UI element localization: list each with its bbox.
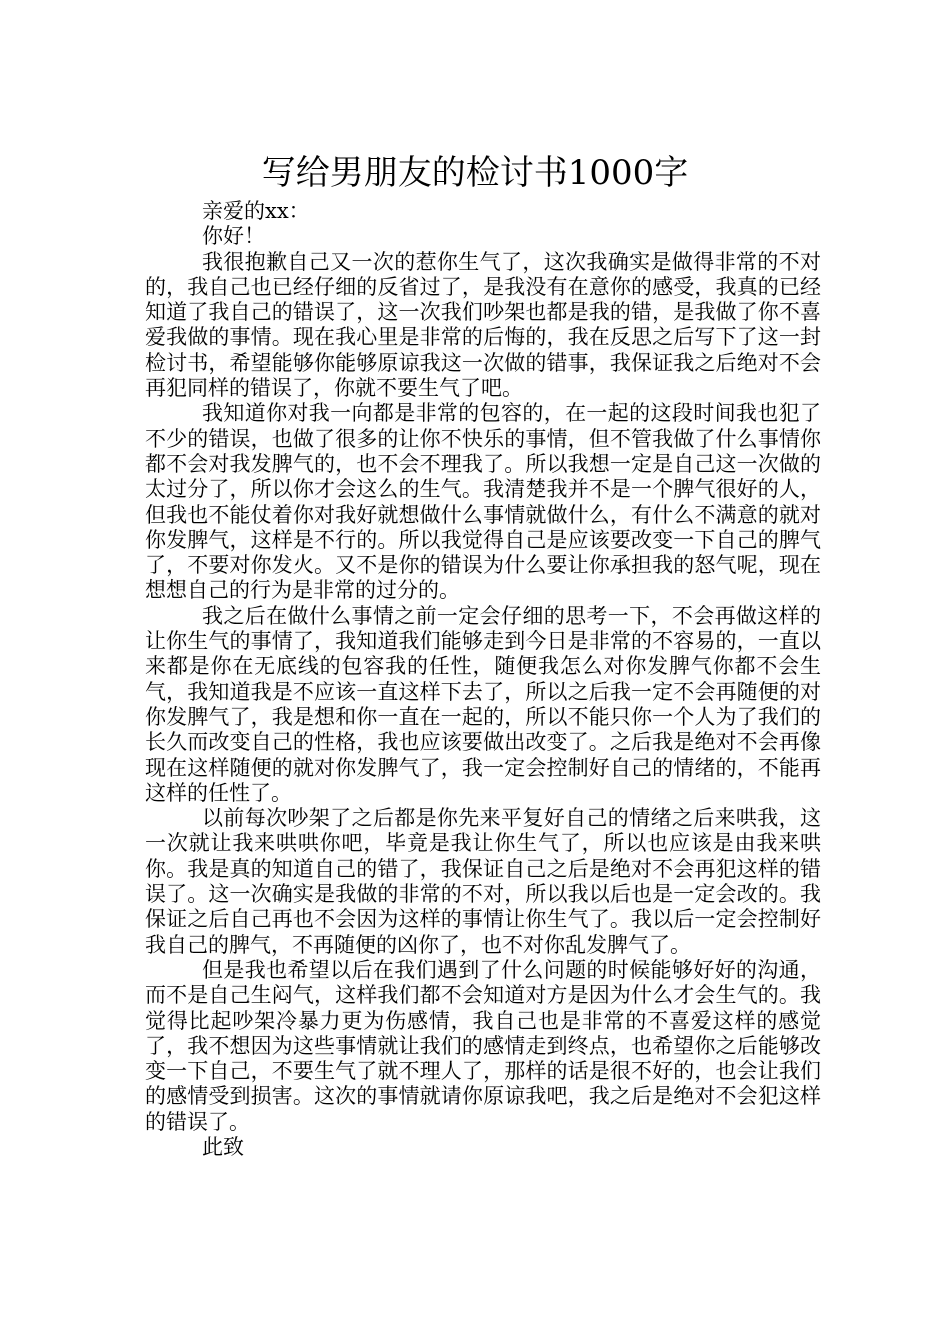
document-title: 写给男朋友的检讨书1000字 <box>261 152 689 193</box>
body-paragraph-4: 以前每次吵架了之后都是你先来平复好自己的情绪之后来哄我，这一次就让我来哄哄你吧，毕竟是我让你生气了，所以也应该是由我来哄你。我是真的知道自己的错了，我保证自己之后是绝对不会再犯这样的错误了。这一次确实是我做的非常的不对，所以我以后也是一定会改的。我保证之后自己再也不会因为这样的事情让你生气了。我以后一定会控制好我自己的脾气，不再随便的凶你了，也不对你乱发脾气了。 <box>145 806 821 957</box>
body-paragraph-3: 我之后在做什么事情之前一定会仔细的思考一下，不会再做这样的让你生气的事情了，我知道我们能够走到今日是非常的不容易的，一直以来都是你在无底线的包容我的任性，随便我怎么对你发脾气你都不会生气，我知道我是不应该一直这样下去了，所以之后我一定不会再随便的对你发脾气了，我是想和你一直在一起的，所以不能只你一个人为了我们的长久而改变自己的性格，我也应该要做出改变了。之后我是绝对不会再像现在这样随便的就对你发脾气了，我一定会控制好自己的情绪的，不能再这样的任性了。 <box>145 603 821 805</box>
salutation: 亲爱的xx： <box>202 199 310 223</box>
document-body <box>145 199 821 1160</box>
body-paragraph-1: 我很抱歉自己又一次的惹你生气了，这次我确实是做得非常的不对的，我自己也已经仔细的反省过了，是我没有在意你的感受，我真的已经知道了我自己的错误了，这一次我们吵架也都是我的错，是我做了你不喜爱我做的事情。现在我心里是非常的后悔的，我在反思之后写下了这一封检讨书，希望能够你能够原谅我这一次做的错事，我保证我之后绝对不会再犯同样的错误了，你就不要生气了吧。 <box>145 249 821 401</box>
body-paragraph-5: 但是我也希望以后在我们遇到了什么问题的时候能够好好的沟通，而不是自己生闷气，这样我们都不会知道对方是因为什么才会生气的。我觉得比起吵架冷暴力更为伤感情，我自己也是非常的不喜爱这样的感觉了，我不想因为这些事情就让我们的感情走到终点，也希望你之后能够改变一下自己，不要生气了就不理人了，那样的话是很不好的，也会让我们的感情受到损害。这次的事情就请你原谅我吧，我之后是绝对不会犯这样的错误了。 <box>145 957 821 1134</box>
body-paragraph-2: 我知道你对我一向都是非常的包容的，在一起的这段时间我也犯了不少的错误，也做了很多的让你不快乐的事情，但不管我做了什么事情你都不会对我发脾气的，也不会不理我了。所以我想一定是自己这一次做的太过分了，所以你才会这么的生气。我清楚我并不是一个脾气很好的人，但我也不能仗着你对我好就想做什么事情就做什么，有什么不满意的就对你发脾气，这样是不行的。所以我觉得自己是应该要改变一下自己的脾气了，不要对你发火。又不是你的错误为什么要让你承担我的怒气呢，现在想想自己的行为是非常的过分的。 <box>145 401 821 603</box>
closing: 此致 <box>202 1134 244 1159</box>
greeting: 你好！ <box>202 224 265 249</box>
